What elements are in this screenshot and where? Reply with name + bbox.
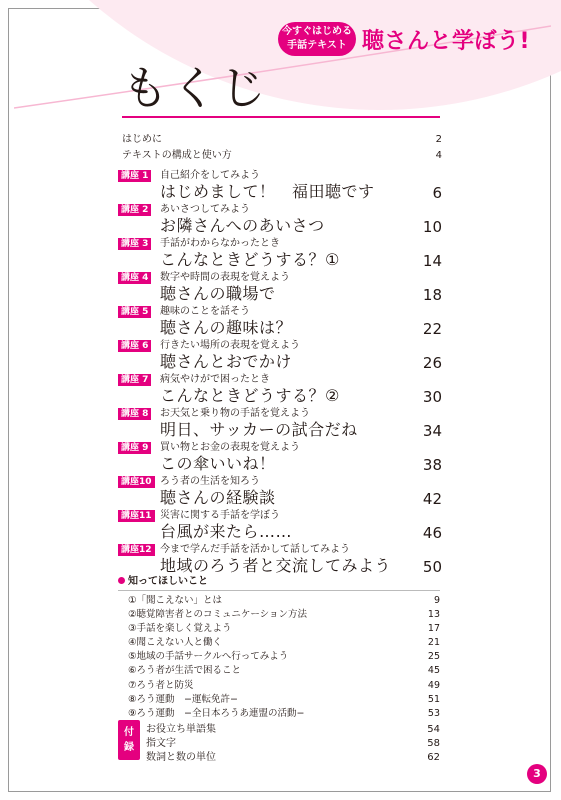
lesson-page: 26 [422,354,442,372]
lesson-page: 50 [422,558,442,576]
toc-entry[interactable] [122,132,442,148]
page-number: 3 [527,764,547,784]
lesson-entry[interactable] [118,544,442,578]
appendix-label-line-2: 録 [124,742,134,753]
lesson-entry[interactable] [118,272,442,306]
know-item[interactable] [128,650,440,664]
know-item-label: ②聴覚障害者とのコミュニケーション方法 [128,609,307,621]
appendix-item[interactable] [146,751,440,765]
know-item-label: ⑤地域の手話サークルへ行ってみよう [128,651,289,663]
lesson-title: こんなときどうする？② [160,386,340,405]
toc-entry-label: テキストの構成と使い方 [122,150,232,161]
lesson-subtitle: 買い物とお金の表現を覚えよう [160,442,300,453]
appendix-label [118,720,140,760]
know-item[interactable] [128,594,440,608]
know-item-page: 21 [427,637,440,649]
lesson-tag: 講座 2 [118,204,151,216]
lesson-title: 台風が来たら…… [160,522,293,541]
toc-entry-label: はじめに [122,134,162,145]
lesson-tag: 講座12 [118,544,155,556]
lesson-page: 42 [422,490,442,508]
lesson-title: この傘いいね！ [160,454,276,473]
know-item-label: ⑦ろう者と防災 [128,679,194,691]
lesson-tag: 講座 6 [118,340,151,352]
lesson-page: 34 [422,422,442,440]
lesson-subtitle: 災害に関する手話を学ぼう [160,510,280,521]
lesson-subtitle: 行きたい場所の表現を覚えよう [160,340,300,351]
bullet-dot-icon [118,577,125,584]
know-list [128,594,440,721]
lesson-entry[interactable] [118,510,442,544]
appendix-item-page: 62 [427,752,440,763]
lesson-subtitle: あいさつしてみよう [160,204,250,215]
lesson-entry[interactable] [118,374,442,408]
lesson-tag: 講座11 [118,510,155,522]
lesson-subtitle: お天気と乗り物の手話を覚えよう [160,408,310,419]
appendix-item[interactable] [146,723,440,737]
appendix-label-line-1: 付 [124,727,134,738]
series-badge [278,22,356,56]
know-divider [118,590,440,591]
lesson-tag: 講座 5 [118,306,151,318]
appendix-item-label: 数詞と数の単位 [146,752,216,763]
lesson-page: 30 [422,388,442,406]
appendix-item-label: 指文字 [146,738,176,749]
badge-line-1: 今すぐはじめる [282,26,352,37]
know-item-label: ④聞こえない人と働く [128,637,223,649]
lesson-list [118,170,442,578]
lesson-page: 10 [422,218,442,236]
know-item[interactable] [128,707,440,721]
lesson-tag: 講座 1 [118,170,151,182]
lesson-subtitle: 自己紹介をしてみよう [160,170,260,181]
brand-title: 聴さんと学ぼう! [362,29,531,54]
know-item-page: 51 [427,693,440,705]
lesson-title: 聴さんの趣味は？ [160,318,293,337]
title-rule [122,116,440,118]
lesson-title: お隣さんへのあいさつ [160,216,325,235]
lesson-entry[interactable] [118,476,442,510]
lesson-title: 聴さんとおでかけ [160,352,292,371]
know-item-label: ⑧ろう運動 −運転免許− [128,693,238,705]
lesson-entry[interactable] [118,340,442,374]
lesson-tag: 講座 3 [118,238,151,250]
lesson-page: 46 [422,524,442,542]
lesson-tag: 講座 8 [118,408,151,420]
lesson-entry[interactable] [118,306,442,340]
lesson-subtitle: 今まで学んだ手話を活かして話してみよう [160,544,350,555]
know-heading [118,576,208,588]
know-heading-text: 知ってほしいこと [128,576,208,587]
know-item-page: 9 [433,595,440,606]
know-item-page: 53 [427,707,440,719]
lesson-subtitle: 手話がわからなかったとき [160,238,280,249]
lesson-entry[interactable] [118,170,442,204]
know-item-page: 17 [427,623,440,635]
lesson-subtitle: 数字や時間の表現を覚えよう [160,272,290,283]
know-item[interactable] [128,664,440,678]
lesson-title: こんなときどうする？① [160,250,340,269]
appendix-item-page: 54 [427,724,440,735]
toc-entry-page: 4 [435,150,442,161]
appendix-item-label: お役立ち単語集 [146,724,216,735]
badge-line-2: 手話テキスト [287,40,347,51]
lesson-page: 38 [422,456,442,474]
know-item-label: ⑨ろう運動 −全日本ろうあ連盟の活動− [128,707,305,719]
know-item-page: 25 [427,651,440,663]
lesson-page: 6 [432,184,442,202]
know-item-label: ①「聞こえない」とは [128,595,223,606]
know-item[interactable] [128,608,440,622]
appendix-list [146,723,440,765]
know-item-label: ③手話を楽しく覚えよう [128,623,232,635]
lesson-page: 22 [422,320,442,338]
lesson-subtitle: ろう者の生活を知ろう [160,476,260,487]
lesson-entry[interactable] [118,442,442,476]
page-title: もくじ [122,61,269,115]
lesson-title: 聴さんの職場で [160,284,276,303]
lesson-tag: 講座 7 [118,374,151,386]
lesson-entry[interactable] [118,238,442,272]
know-item-label: ⑥ろう者が生活で困ること [128,665,242,677]
intro-list [122,132,442,164]
lesson-page: 14 [422,252,442,270]
know-item[interactable] [128,636,440,650]
know-item[interactable] [128,693,440,707]
lesson-title: 聴さんの経験談 [160,488,276,507]
lesson-subtitle: 趣味のことを話そう [160,306,250,317]
know-item-page: 49 [427,679,440,691]
toc-entry[interactable] [122,148,442,164]
know-item[interactable] [128,679,440,693]
lesson-tag: 講座 4 [118,272,151,284]
lesson-title: 地域のろう者と交流してみよう [160,556,392,575]
know-item[interactable] [128,622,440,636]
lesson-entry[interactable] [118,408,442,442]
lesson-subtitle: 病気やけがで困ったとき [160,374,270,385]
know-item-page: 45 [427,665,440,677]
know-item-page: 13 [427,609,440,621]
lesson-entry[interactable] [118,204,442,238]
appendix-item[interactable] [146,737,440,751]
lesson-tag: 講座 9 [118,442,151,454]
lesson-page: 18 [422,286,442,304]
lesson-tag: 講座10 [118,476,155,488]
toc-entry-page: 2 [435,134,442,145]
lesson-title: はじめまして！ 福田聴です [160,182,375,201]
lesson-title: 明日、サッカーの試合だね [160,420,358,439]
appendix-item-page: 58 [427,738,440,749]
